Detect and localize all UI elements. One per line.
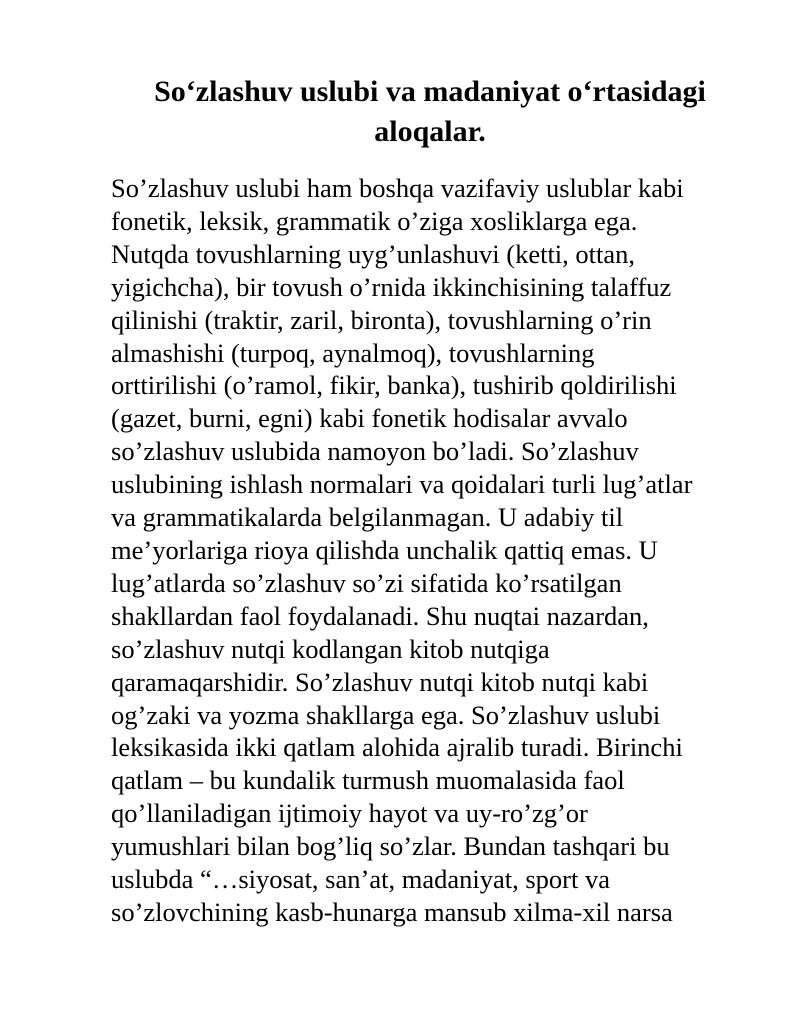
text-line: fonetik, leksik, grammatik o’ziga xosliklarga ega. <box>111 205 638 236</box>
text-line: orttirilishi (o’ramol, fikir, banka), tushirib qoldirilishi <box>111 370 677 401</box>
text-line: yumushlari bilan bog’liq so’zlar. Bundan tashqari bu <box>111 831 670 862</box>
text-line: so’zlovchining kasb-hunarga mansub xilma-xil narsa <box>111 896 673 927</box>
text-line: shakllardan faol foydalanadi. Shu nuqtai nazardan, <box>111 600 649 631</box>
text-line: So’zlashuv uslubi ham boshqa vazifaviy uslublar kabi <box>111 173 684 203</box>
text-line: yigichcha), bir tovush o’rnida ikkinchisining talaffuz <box>111 271 672 302</box>
text-line: (gazet, burni, egni) kabi fonetik hodisalar avvalo <box>111 403 628 434</box>
text-line: Nutqda tovushlarning uyg’unlashuvi (ketti, ottan, <box>111 238 636 269</box>
text-line: uslubining ishlash normalari va qoidalari turli lug’atlar <box>111 469 693 500</box>
text-line: almashishi (turpoq, aynalmoq), tovushlarning <box>111 337 595 368</box>
text-line: qilinishi (traktir, zaril, bironta), tovushlarning o’rin <box>111 304 652 335</box>
text-line: qaramaqarshidir. So’zlashuv nutqi kitob nutqi kabi <box>111 666 649 697</box>
text-line: so’zlashuv uslubida namoyon bo’ladi. So’zlashuv <box>111 436 639 467</box>
text-line: qatlam – bu kundalik turmush muomalasida faol <box>111 765 625 796</box>
document-title <box>100 72 760 152</box>
title-line: So‘zlashuv uslubi va madaniyat o‘rtasidagi <box>154 75 706 108</box>
text-line: og’zaki va yozma shakllarga ega. So’zlashuv uslubi <box>111 699 661 730</box>
text-line: leksikasida ikki qatlam alohida ajralib turadi. Birinchi <box>111 732 683 763</box>
text-line: lug’atlarda so’zlashuv so’zi sifatida ko’rsatilgan <box>111 567 622 598</box>
text-line: uslubda “…siyosat, san’at, madaniyat, sport va <box>111 864 610 895</box>
text-line: va grammatikalarda belgilanmagan. U adabiy til <box>111 502 624 533</box>
body-paragraph <box>111 172 761 929</box>
text-line: qo’llaniladigan ijtimoiy hayot va uy-ro’zg’or <box>111 798 588 829</box>
title-line: aloqalar. <box>374 115 486 148</box>
text-line: so’zlashuv nutqi kodlangan kitob nutqiga <box>111 633 550 664</box>
text-line: me’yorlariga rioya qilishda unchalik qattiq emas. U <box>111 534 658 565</box>
